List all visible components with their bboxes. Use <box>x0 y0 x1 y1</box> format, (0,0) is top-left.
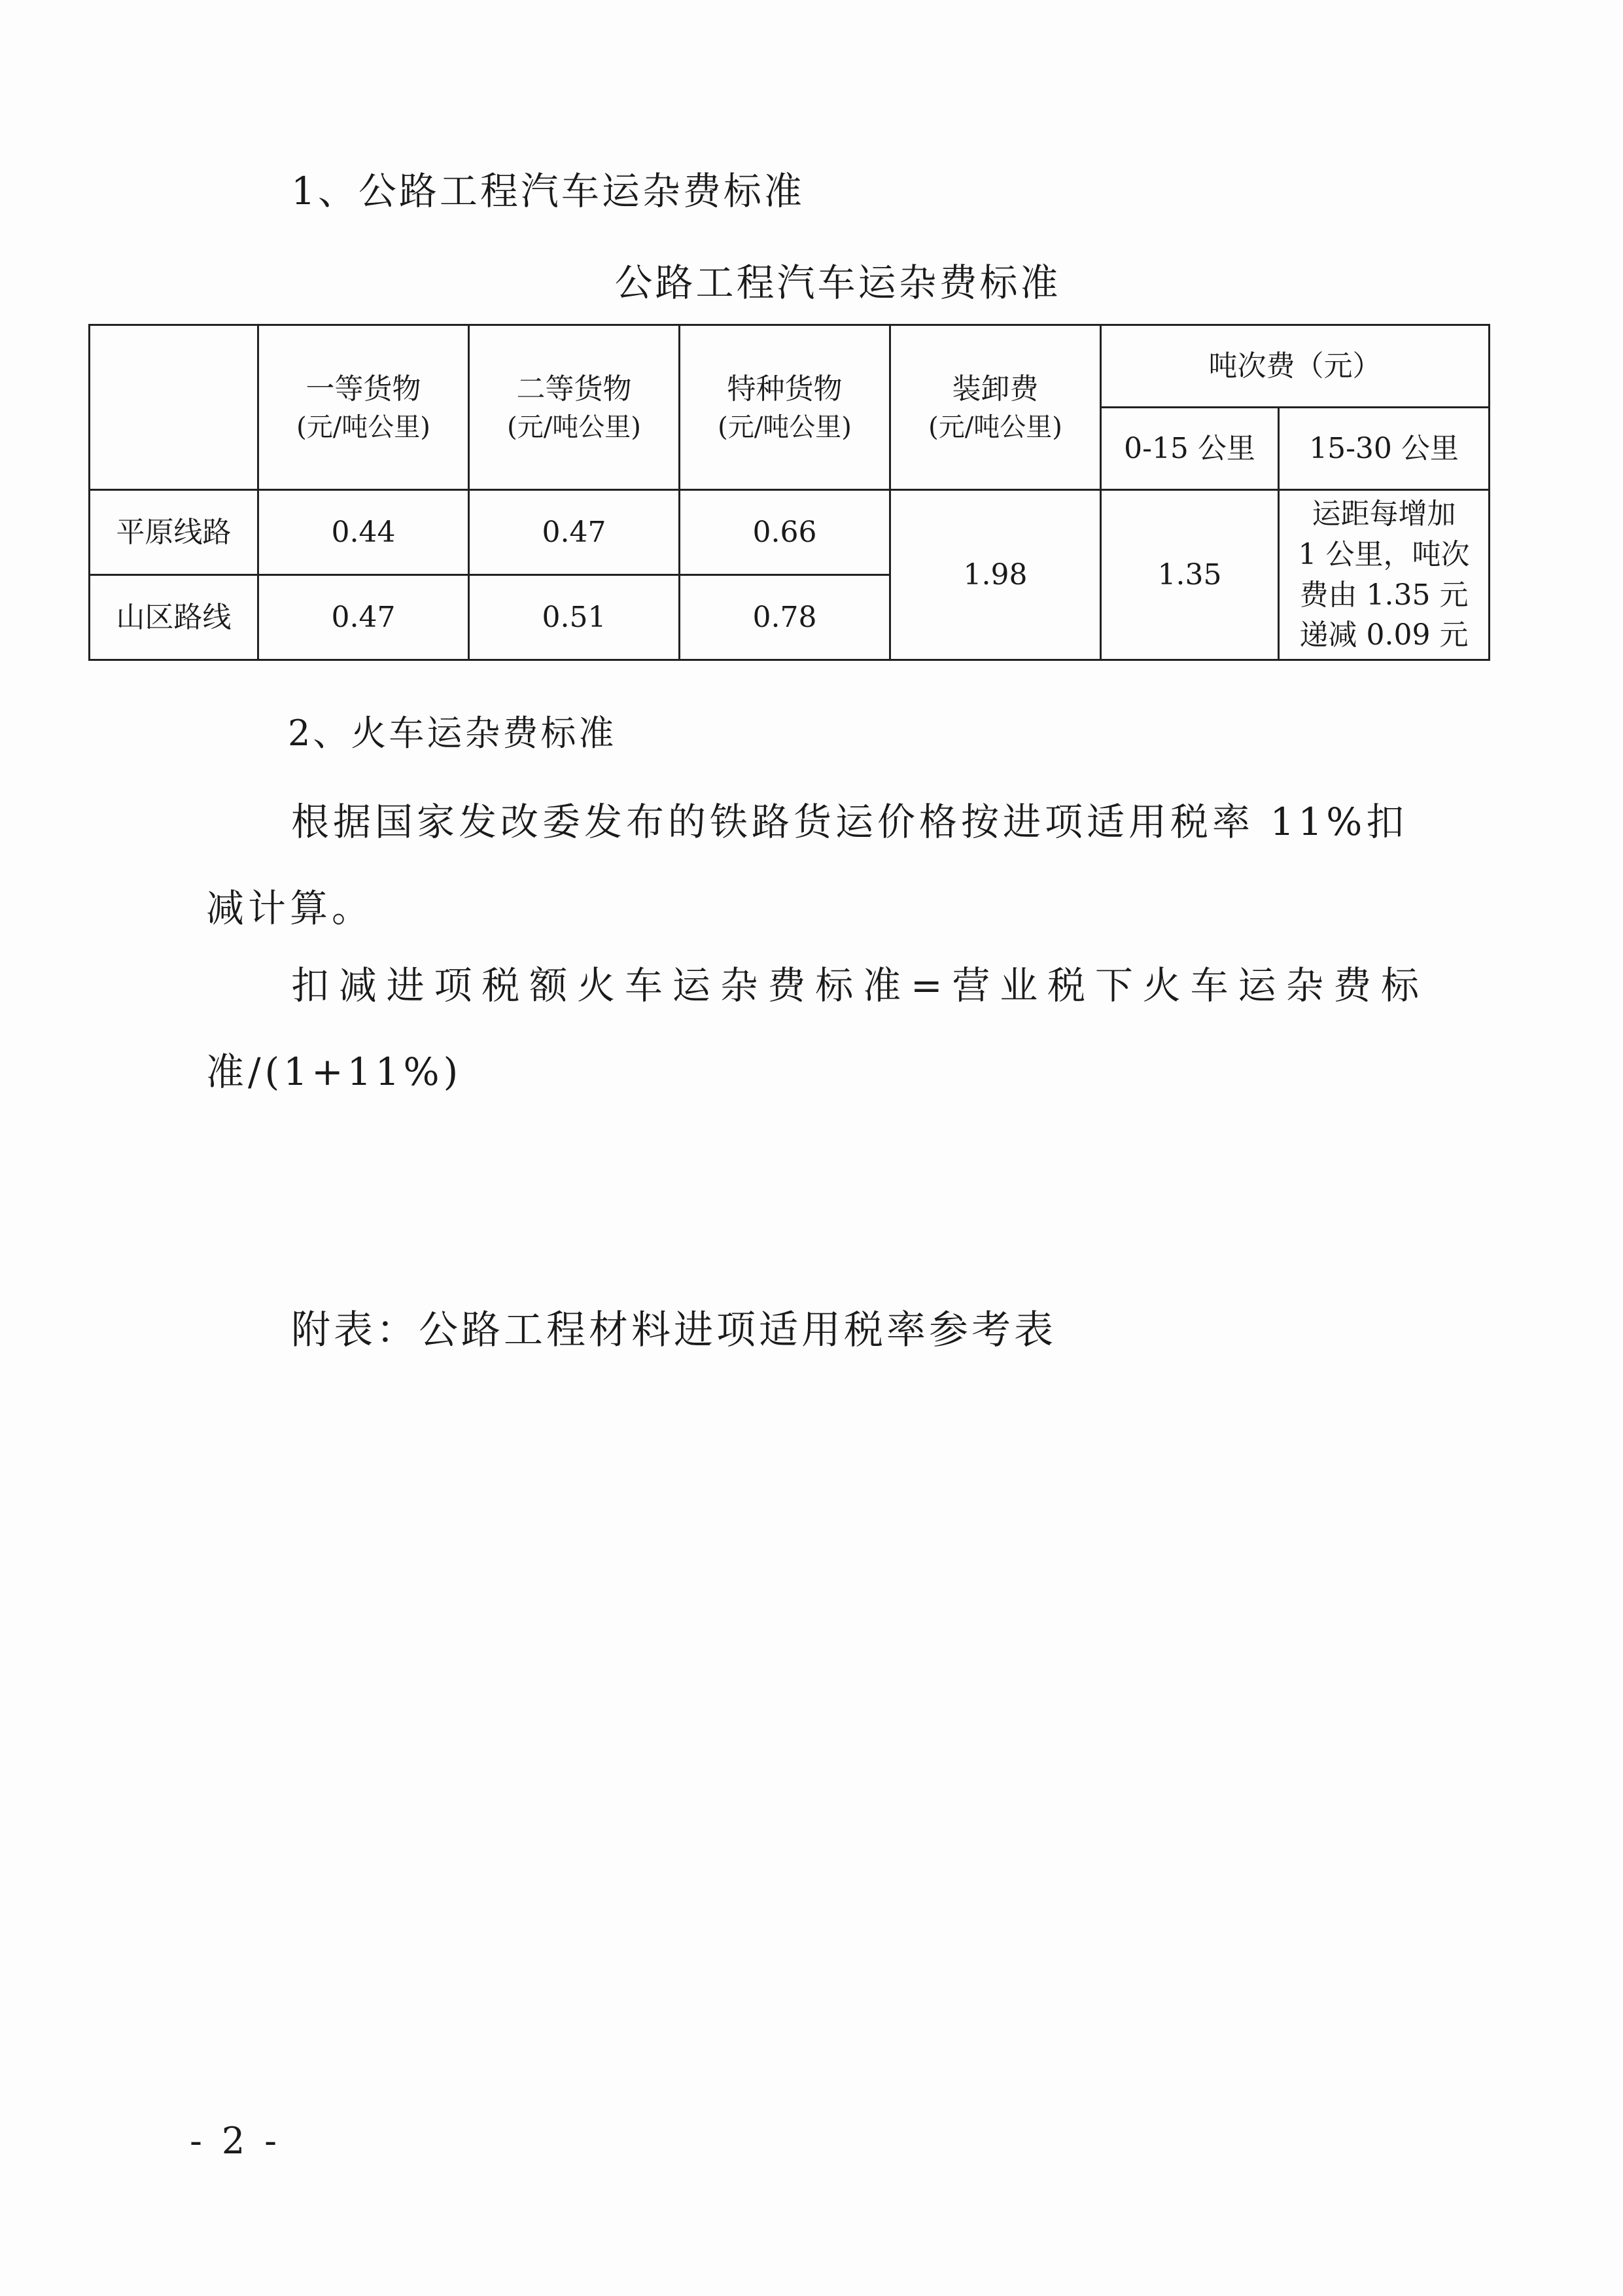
ton-fee-note-line: 费由 1.35 元 <box>1299 578 1469 612</box>
header-special-goods-unit: (元/吨公里) <box>718 412 852 443</box>
cell-plain-second-class: 0.47 <box>469 490 680 575</box>
rail-rate-paragraph: 根据国家发改委发布的铁路货运价格按进项适用税率 11%扣减计算。 <box>206 800 1408 930</box>
rail-formula-paragraph: 扣减进项税额火车运杂费标准=营业税下火车运杂费标准/(1+11%) <box>206 963 1423 1094</box>
header-loading-fee-unit: (元/吨公里) <box>928 412 1062 443</box>
header-loading-fee <box>890 325 1101 490</box>
cell-ton-fee-15-30 <box>1279 490 1490 660</box>
cell-loading-fee: 1.98 <box>890 490 1101 660</box>
header-ton-fee-group: 吨次费（元） <box>1101 325 1490 408</box>
header-special-goods <box>680 325 890 490</box>
header-special-goods-name: 特种货物 <box>727 372 843 406</box>
cell-plain-first-class: 0.44 <box>258 490 469 575</box>
ton-fee-note-line: 递减 0.09 元 <box>1299 618 1469 652</box>
cell-ton-fee-0-15: 1.35 <box>1101 490 1279 660</box>
cell-mountain-special: 0.78 <box>680 575 890 660</box>
header-ton-fee-15-30: 15-30 公里 <box>1279 408 1490 490</box>
header-loading-fee-name: 装卸费 <box>952 372 1039 406</box>
cell-mountain-second-class: 0.51 <box>469 575 680 660</box>
cell-plain-special: 0.66 <box>680 490 890 575</box>
header-first-class-unit: (元/吨公里) <box>296 412 430 443</box>
header-first-class-name: 一等货物 <box>305 372 421 406</box>
ton-fee-note-line: 1 公里，吨次 <box>1298 537 1470 571</box>
header-blank-cell <box>90 325 258 490</box>
row-label-plain: 平原线路 <box>90 490 258 575</box>
appendix-title: 附表：公路工程材料进项适用税率参考表 <box>291 1307 1056 1353</box>
row-label-mountain: 山区路线 <box>90 575 258 660</box>
section-1-heading: 1、公路工程汽车运杂费标准 <box>291 169 805 213</box>
header-second-class-name: 二等货物 <box>516 372 632 406</box>
table-title: 公路工程汽车运杂费标准 <box>614 260 1061 305</box>
section-2-heading: 2、火车运杂费标准 <box>288 713 617 754</box>
page-number: - 2 - <box>190 2120 281 2163</box>
truck-freight-fee-table <box>88 324 1490 661</box>
header-first-class <box>258 325 469 490</box>
cell-mountain-first-class: 0.47 <box>258 575 469 660</box>
header-second-class <box>469 325 680 490</box>
ton-fee-note-line: 运距每增加 <box>1312 497 1456 531</box>
header-ton-fee-0-15: 0-15 公里 <box>1101 408 1279 490</box>
header-second-class-unit: (元/吨公里) <box>507 412 641 443</box>
